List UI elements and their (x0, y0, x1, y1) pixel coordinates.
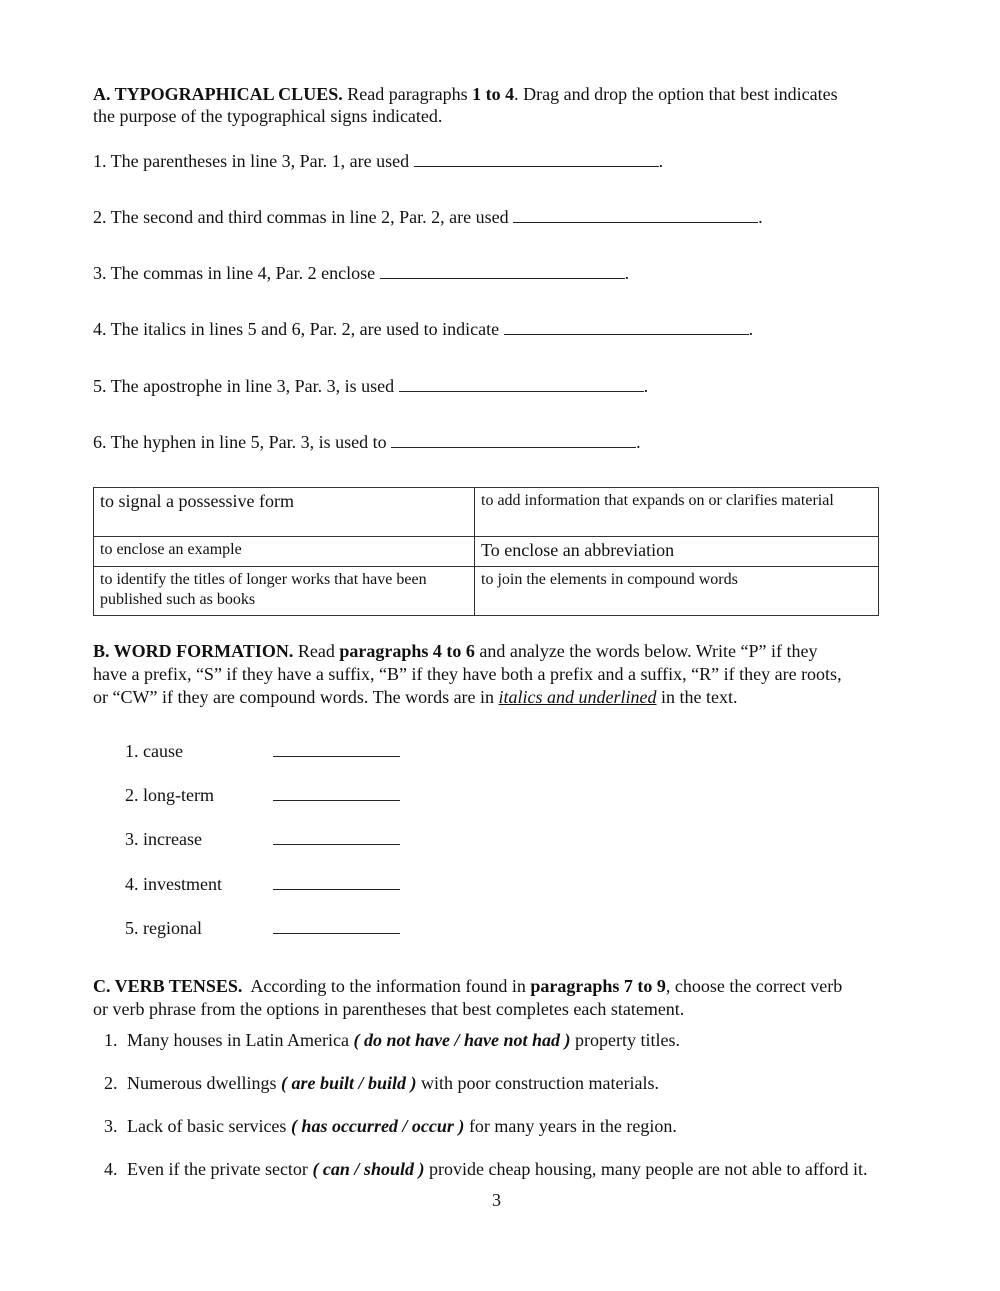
word-answer-5[interactable] (273, 919, 400, 934)
word-answer-3[interactable] (273, 830, 400, 845)
question-4: 4. The italics in lines 5 and 6, Par. 2, are used to indicate . (93, 319, 754, 339)
answer-drop-zone-1[interactable] (414, 150, 659, 167)
section-b-intro: B. WORD FORMATION. Read paragraphs 4 to 6 and analyze the words below. Write “P” if they (93, 641, 818, 661)
verb-item-1: 1. Many houses in Latin America ( do not have / have not had ) property titles. (104, 1030, 680, 1050)
word-item-5: 5. regional (125, 917, 400, 939)
option-enclose-example[interactable]: to enclose an example (94, 537, 475, 567)
section-a-intro: A. TYPOGRAPHICAL CLUES. Read paragraphs 1 to 4. Drag and drop the option that best indicates (93, 84, 838, 104)
question-6: 6. The hyphen in line 5, Par. 3, is used to . (93, 432, 641, 452)
question-3: 3. The commas in line 4, Par. 2 enclose . (93, 263, 630, 283)
section-b-line3: or “CW” if they are compound words. The words are in italics and underlined in the text. (93, 687, 738, 707)
verb-options-1[interactable]: ( do not have / have not had ) (353, 1030, 571, 1050)
word-answer-2[interactable] (273, 786, 400, 801)
word-answer-4[interactable] (273, 875, 400, 890)
verb-item-3: 3. Lack of basic services ( has occurred / occur ) for many years in the region. (104, 1116, 677, 1136)
question-2: 2. The second and third commas in line 2, Par. 2, are used . (93, 207, 763, 227)
word-item-4: 4. investment (125, 873, 400, 895)
option-add-information[interactable]: to add information that expands on or clarifies material (475, 488, 879, 537)
word-item-1: 1. cause (125, 740, 400, 762)
answer-drop-zone-6[interactable] (391, 431, 636, 448)
option-identify-titles[interactable]: to identify the titles of longer works that have been published such as books (94, 567, 475, 616)
word-item-2: 2. long-term (125, 784, 400, 806)
answer-drop-zone-3[interactable] (380, 262, 625, 279)
section-c-line2: or verb phrase from the options in parentheses that best completes each statement. (93, 999, 685, 1019)
section-c-intro: C. VERB TENSES. According to the information found in paragraphs 7 to 9, choose the correct verb (93, 976, 843, 996)
option-join-compound[interactable]: to join the elements in compound words (475, 567, 879, 616)
options-table (93, 487, 879, 616)
section-b-heading: B. WORD FORMATION. (93, 641, 294, 661)
verb-options-2[interactable]: ( are built / build ) (280, 1073, 417, 1093)
verb-item-4: 4. Even if the private sector ( can / should ) provide cheap housing, many people are not able to afford it. (104, 1159, 868, 1179)
section-b-line2: have a prefix, “S” if they have a suffix, “B” if they have both a prefix and a suffix, “R” if they are roots, (93, 664, 842, 684)
verb-options-3[interactable]: ( has occurred / occur ) (290, 1116, 465, 1136)
option-possessive[interactable]: to signal a possessive form (94, 488, 475, 537)
answer-drop-zone-4[interactable] (504, 318, 749, 335)
section-a-heading: A. TYPOGRAPHICAL CLUES. (93, 84, 343, 104)
question-1: 1. The parentheses in line 3, Par. 1, are used . (93, 151, 664, 171)
answer-drop-zone-5[interactable] (399, 375, 644, 392)
section-c-heading: C. VERB TENSES. (93, 976, 243, 996)
word-item-3: 3. increase (125, 828, 400, 850)
option-enclose-abbreviation[interactable]: To enclose an abbreviation (475, 537, 879, 567)
verb-item-2: 2. Numerous dwellings ( are built / build ) with poor construction materials. (104, 1073, 659, 1093)
answer-drop-zone-2[interactable] (513, 206, 758, 223)
section-a-intro-line2: the purpose of the typographical signs indicated. (93, 106, 443, 126)
question-5: 5. The apostrophe in line 3, Par. 3, is used . (93, 376, 649, 396)
page-number: 3 (492, 1190, 501, 1210)
word-answer-1[interactable] (273, 742, 400, 757)
verb-options-4[interactable]: ( can / should ) (312, 1159, 425, 1179)
